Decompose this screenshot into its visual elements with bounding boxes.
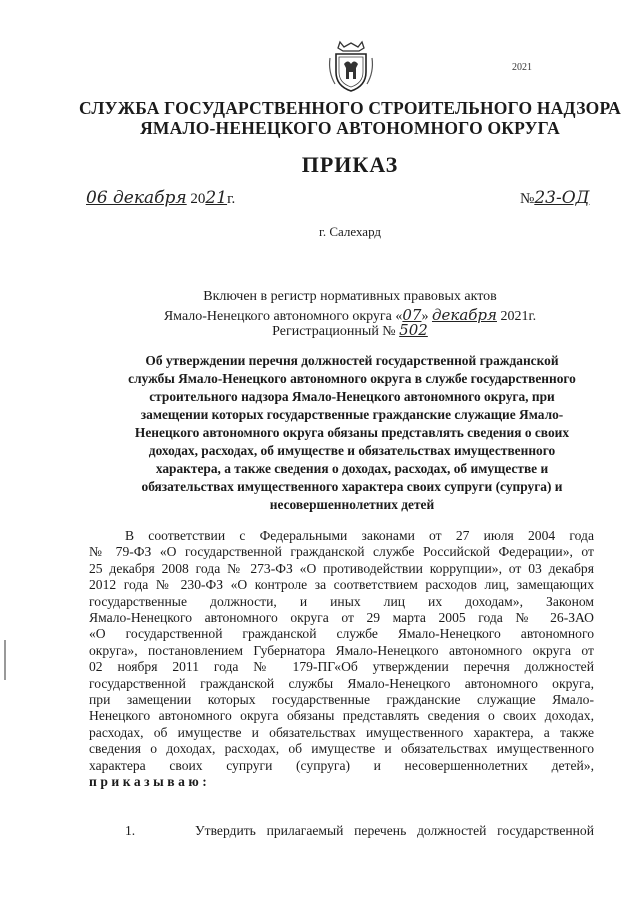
number-prefix: № [520,191,535,207]
registration-mid: » [421,309,432,324]
handwritten-year: 21 [205,188,228,208]
order-item-1 [89,823,594,839]
body-line: № 79-ФЗ «О государственной гражданской службе Российской Федерации», от [89,544,594,560]
registration-line3 [60,321,640,340]
body-line: сведения о доходах, расходах, об имуществе и обязательствах имущественного [89,741,594,757]
registration-number: 502 [399,321,428,339]
document-type-title: ПРИКАЗ [301,152,399,177]
handwritten-date: 06 декабря [86,188,187,208]
organization-name-line2: ЯМАЛО-НЕНЕЦКОГО АВТОНОМНОГО ОКРУГА [140,118,560,138]
body-line: Ямало-Ненецкого автономного округа от 29 марта 2005 года № 26-ЗАО [89,610,594,626]
registration-prefix: Ямало-Ненецкого автономного округа « [163,309,403,324]
body-line: округа», постановлением Губернатора Ямало-Ненецкого автономного округа от [89,642,594,658]
order-subject [92,352,612,514]
body-line: «О государственной гражданской службе Ямало-Ненецкого автономного [89,626,594,642]
body-line: расходах, об имуществе и обязательствах имущественного характера, а также [89,724,594,740]
body-line: при замещении которых государственные гражданские служащие Ямало- [89,692,594,708]
registration-day: 07 [402,306,422,324]
subject-line: замещении которых государственные гражданские служащие Ямало- [140,407,564,422]
item-number: 1. [125,823,136,838]
year-prefix: 20 [190,191,206,207]
subject-line: несовершеннолетних детей [269,497,435,512]
body-line: 2012 года № 230-ФЗ «О контроле за соответствием расходов лиц, замещающих [89,577,594,593]
scan-artifact [4,640,6,680]
registration-number-label: Регистрационный № [272,324,400,339]
handwritten-number: 23-ОД [534,188,590,208]
subject-line: характера, а также сведения о доходах, расходах, об имуществе и [155,461,549,476]
subject-line: обязательствах имущественного характера своих супруги (супруга) и [141,479,563,494]
item-text: Утвердить прилагаемый перечень должностей государственной [195,823,594,838]
stamp-number: 2021 [512,62,532,73]
order-date [86,188,235,208]
subject-line: доходах, расходах, об имуществе и обязательствах имущественного [148,443,556,458]
body-line [89,774,594,790]
subject-line: Ненецкого автономного округа обязаны представлять сведения о своих [134,425,570,440]
coat-of-arms-icon [326,38,376,94]
year-suffix: г. [227,191,236,207]
subject-line: службы Ямало-Ненецкого автономного округа в службе государственного [128,371,576,386]
body-line: государственной гражданской службы Ямало-Ненецкого автономного округа, [89,675,594,691]
body-line: 25 декабря 2008 года № 273-ФЗ «О противодействии коррупции», от 03 декабря [89,560,594,576]
order-body [89,528,594,791]
registration-line1: Включен в регистр нормативных правовых актов [203,289,497,304]
registration-month: декабря [431,306,497,324]
registration-year: 2021г. [496,309,537,324]
body-line: 02 ноября 2011 года № 179-ПГ«Об утверждении перечня должностей [89,659,594,675]
order-word: приказываю: [89,774,211,790]
subject-line: Об утверждении перечня должностей государственной гражданской [145,353,559,368]
body-line: государственные должности, и иных лиц их доходам», Законом [89,593,594,609]
body-line: В соответствии с Федеральными законами от 27 июля 2004 года [125,528,594,543]
city-line: г. Салехард [318,224,382,239]
body-line: характера своих супруги (супруга) и несовершеннолетних детей», [89,757,594,773]
order-number [520,188,589,208]
body-line: Ненецкого автономного округа обязаны представлять сведения о своих доходах, [89,708,594,724]
subject-line: строительного надзора Ямало-Ненецкого автономного округа, при [149,389,555,404]
organization-name-line1: СЛУЖБА ГОСУДАРСТВЕННОГО СТРОИТЕЛЬНОГО НАДЗОРА [79,98,621,118]
